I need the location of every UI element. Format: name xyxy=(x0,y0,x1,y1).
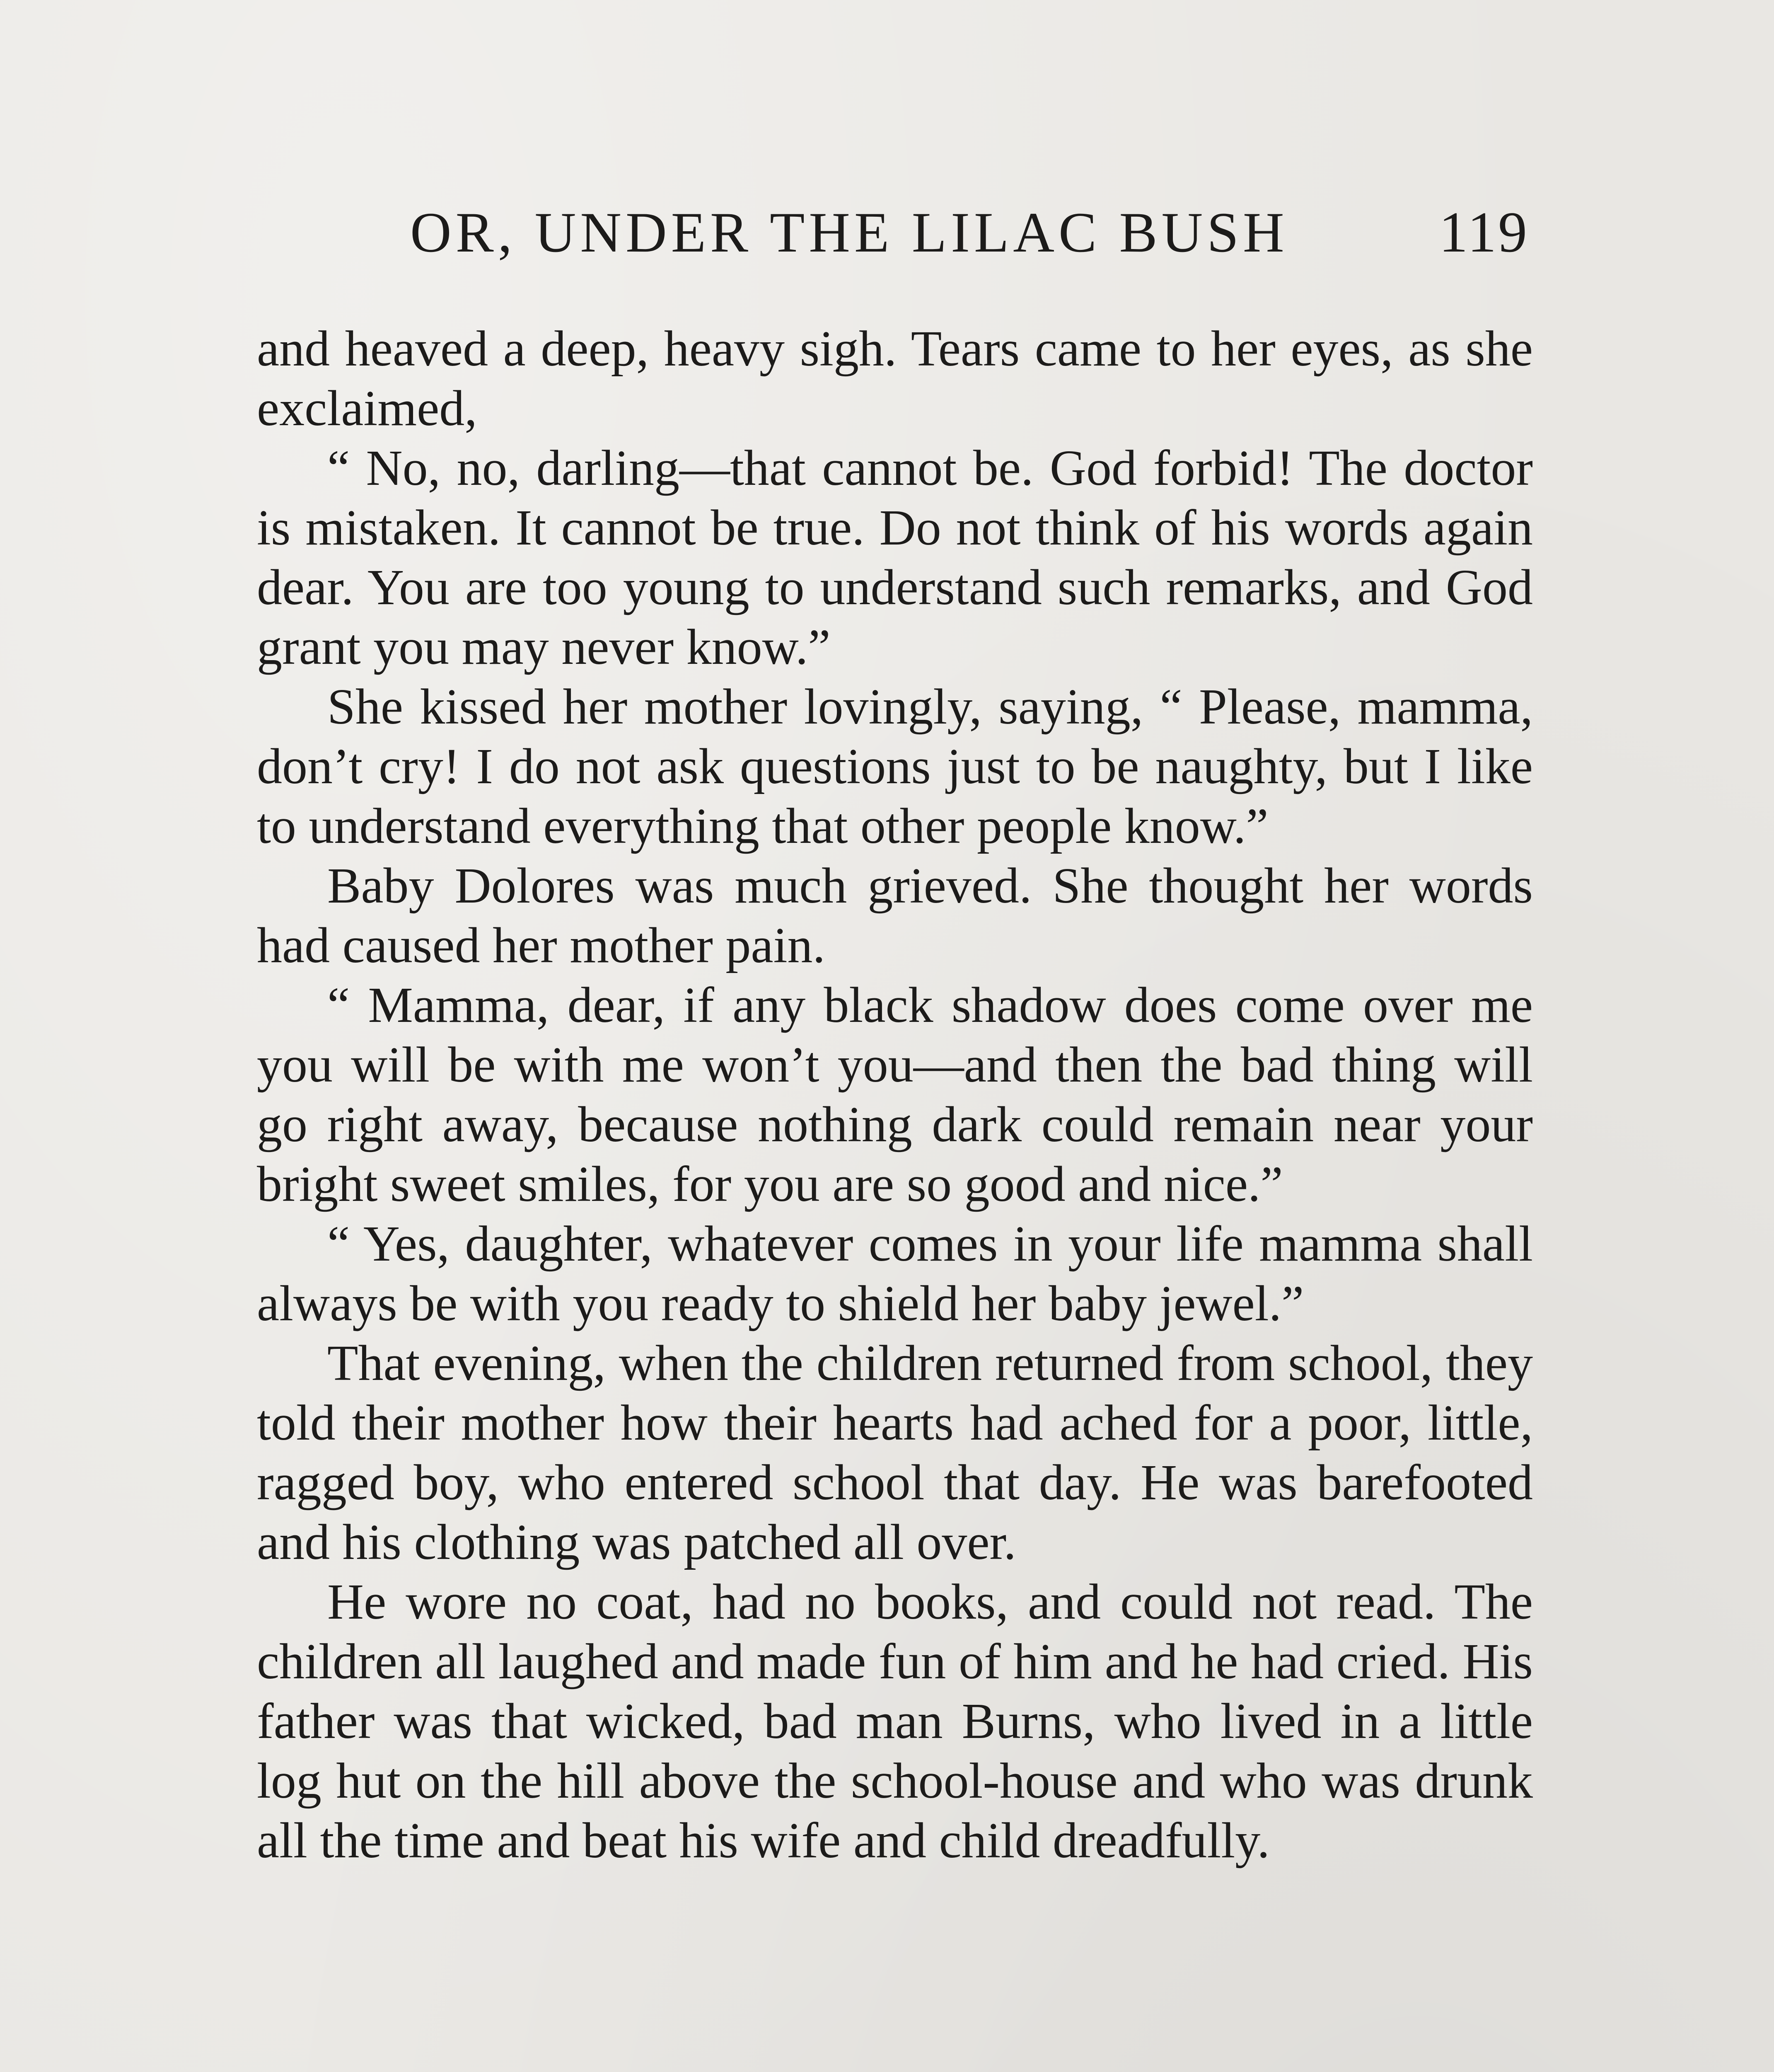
paragraph: “ No, no, darling—that cannot be. God forbid! The doctor is mistaken. It cannot be true. Do not think of his words again dear. You are too young to understand such remarks, and God grant you may never know.” xyxy=(257,440,1533,675)
paragraph: That evening, when the children returned from school, they told their mother how their hearts had ached for a poor, little, ragged boy, who entered school that day. He was barefooted and his clothing was patched all over. xyxy=(257,1335,1533,1570)
paragraph: He wore no coat, had no books, and could not read. The children all laughed and made fun of him and he had cried. His father was that wicked, bad man Burns, who lived in a little log hut on the hill above the school-house and who was drunk all the time and beat his wife and child dreadfully. xyxy=(257,1574,1533,1869)
page-number: 119 xyxy=(1439,200,1529,264)
body-text xyxy=(257,319,1533,1871)
paragraph: Baby Dolores was much grieved. She thought her words had caused her mother pain. xyxy=(257,858,1533,973)
paragraph: “ Mamma, dear, if any black shadow does come over me you will be with me won’t you—and then the bad thing will go right away, because nothing dark could remain near your bright sweet smiles, for you are so good and nice.” xyxy=(257,977,1533,1212)
running-title: OR, UNDER THE LILAC BUSH xyxy=(410,201,1288,264)
running-head xyxy=(410,199,1529,282)
paragraph: and heaved a deep, heavy sigh. Tears came to her eyes, as she exclaimed, xyxy=(257,321,1533,436)
paragraph: “ Yes, daughter, whatever comes in your life mamma shall always be with you ready to shield her baby jewel.” xyxy=(257,1216,1533,1331)
paragraph: She kissed her mother lovingly, saying, “ Please, mamma, don’t cry! I do not ask questions just to be naughty, but I like to understand everything that other people know.” xyxy=(257,679,1533,854)
